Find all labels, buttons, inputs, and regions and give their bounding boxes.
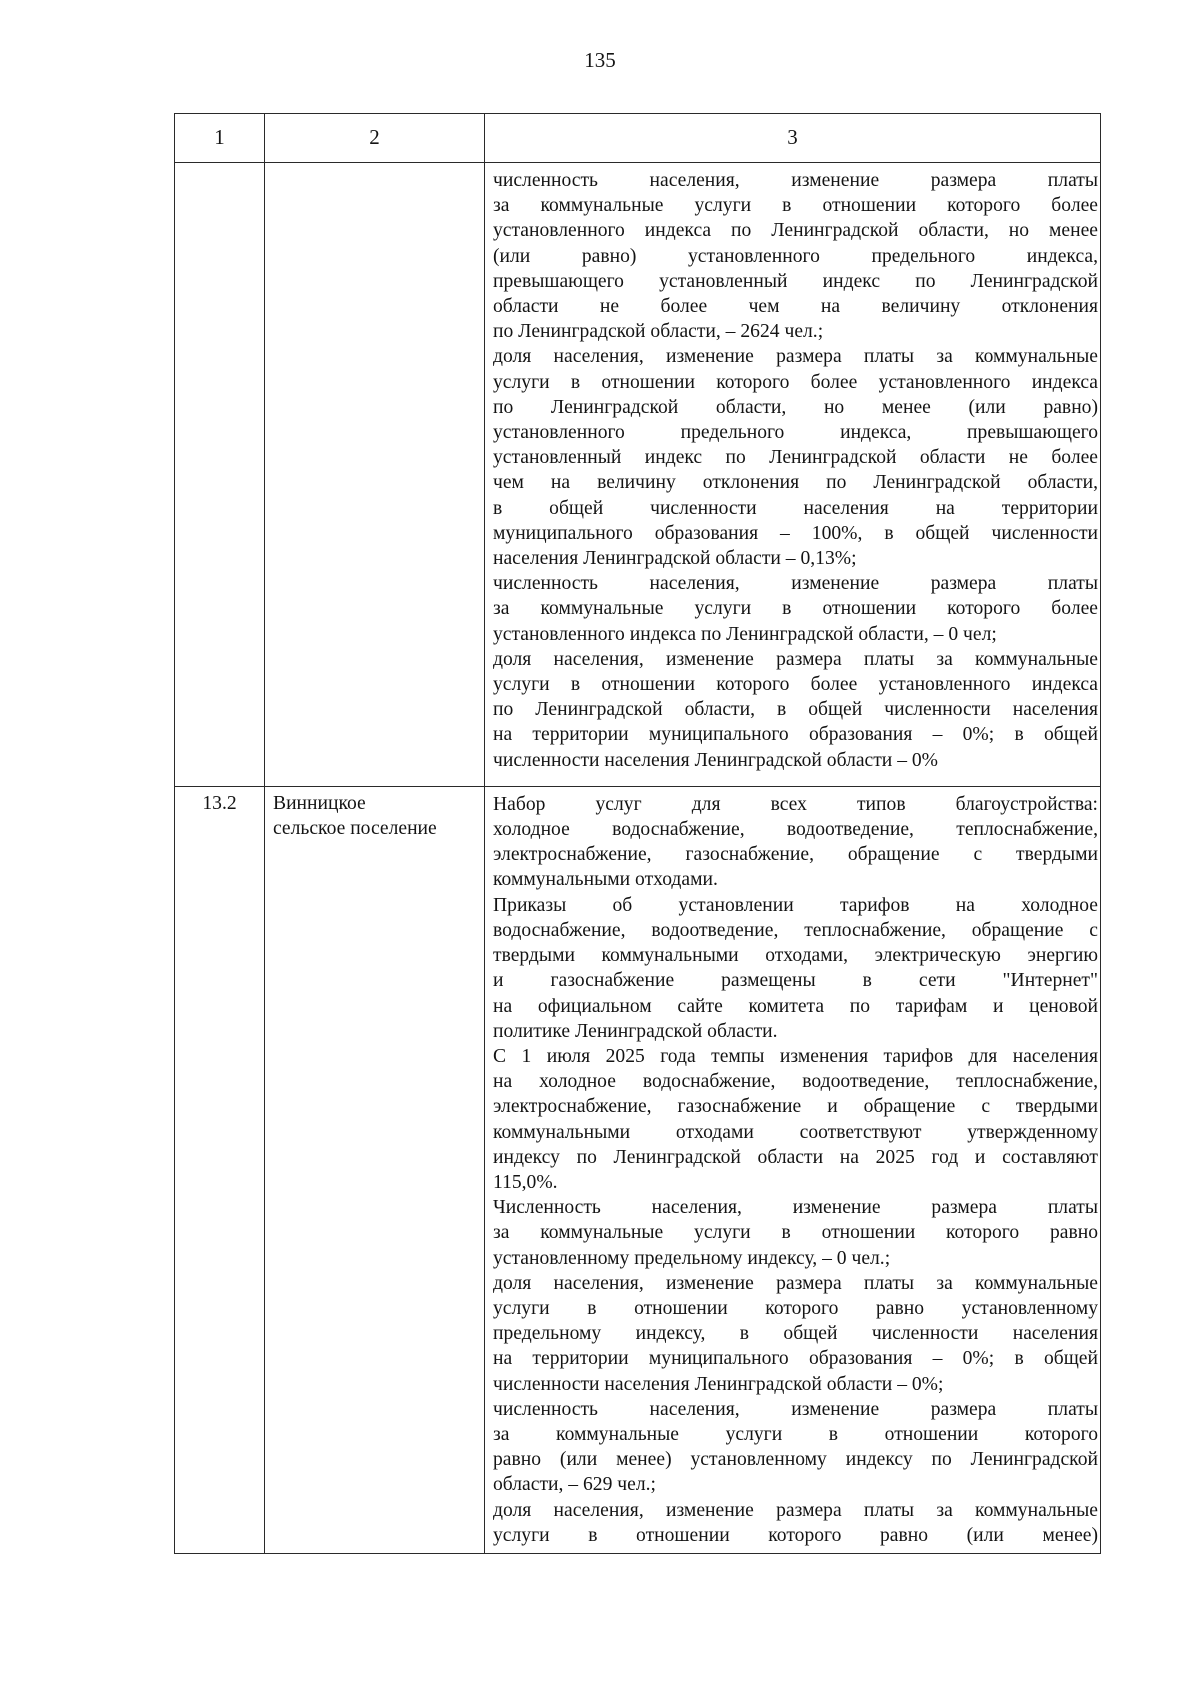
text-line: водоснабжение, водоотведение, теплоснабжение, обращение с <box>493 919 1098 941</box>
text-line: С 1 июля 2025 года темпы изменения тарифов для населения <box>493 1045 1098 1067</box>
text-line: по Ленинградской области, но менее (или равно) <box>493 396 1098 418</box>
text-line: за коммунальные услуги в отношении которого более <box>493 195 1098 217</box>
row-number-cell-empty <box>175 163 265 787</box>
text-line: (или равно) установленного предельного индекса, <box>493 245 1098 267</box>
text-line: численность населения, изменение размера платы <box>493 170 1098 191</box>
text-line: электроснабжение, газоснабжение, обращение с твердыми <box>493 844 1098 866</box>
text-line: установленного индекса по Ленинградской области, но менее <box>493 220 1098 242</box>
table-header-row <box>175 114 1101 163</box>
header-col-2: 2 <box>265 114 485 163</box>
text-line: доля населения, изменение размера платы за коммунальные <box>493 1499 1098 1521</box>
text-line: численности населения Ленинградской области – 0% <box>493 749 939 771</box>
page-number: 135 <box>584 48 616 72</box>
text-line: услуги в отношении которого равно установленному <box>493 1297 1098 1319</box>
table-row-continued <box>175 163 1101 787</box>
row-name-cell-empty <box>265 163 485 787</box>
row-name-cell <box>265 786 485 1553</box>
text-line: Набор услуг для всех типов благоустройства: <box>493 793 1098 815</box>
text-line: твердыми коммунальными отходами, электрическую энергию <box>493 945 1098 967</box>
text-line: Приказы об установлении тарифов на холодное <box>493 894 1098 916</box>
text-line: политике Ленинградской области. <box>493 1020 778 1042</box>
text-line: по Ленинградской области, в общей численности населения <box>493 699 1098 721</box>
settlement-name <box>265 787 484 841</box>
text-line: на холодное водоснабжение, водоотведение, теплоснабжение, <box>493 1071 1098 1093</box>
text-line: муниципального образования – 100%, в общей численности <box>493 522 1098 544</box>
text-line: за коммунальные услуги в отношении которого <box>493 1423 1098 1445</box>
text-line: услуги в отношении которого более установленного индекса <box>493 371 1098 393</box>
row-description-cell <box>485 163 1101 787</box>
text-line: индексу по Ленинградской области на 2025 год и составляют <box>493 1146 1098 1168</box>
settlement-name-line: сельское поселение <box>273 818 437 840</box>
text-line: предельному индексу, в общей численности населения <box>493 1323 1098 1345</box>
text-line: по Ленинградской области, – 2624 чел.; <box>493 321 824 343</box>
text-line: услуги в отношении которого равно (или менее) <box>493 1524 1098 1546</box>
text-line: на официальном сайте комитета по тарифам и ценовой <box>493 995 1098 1017</box>
text-line: на территории муниципального образования – 0%; в общей <box>493 724 1098 746</box>
text-line: коммунальными отходами соответствуют утвержденному <box>493 1121 1098 1143</box>
text-line: установленному предельному индексу, – 0 чел.; <box>493 1247 891 1269</box>
text-line: установленного индекса по Ленинградской области, – 0 чел; <box>493 623 997 645</box>
text-line: численность населения, изменение размера платы <box>493 573 1098 595</box>
text-line: равно (или менее) установленному индексу по Ленинградской <box>493 1449 1098 1471</box>
text-line: холодное водоснабжение, водоотведение, теплоснабжение, <box>493 819 1098 841</box>
text-line: в общей численности населения на территории <box>493 497 1098 519</box>
row-number-cell <box>175 786 265 1553</box>
header-col-3: 3 <box>485 114 1101 163</box>
text-line: 115,0%. <box>493 1171 558 1193</box>
text-line: установленного предельного индекса, превышающего <box>493 422 1098 444</box>
row-description-cell <box>485 786 1101 1553</box>
text-line: и газоснабжение размещены в сети "Интернет" <box>493 970 1098 992</box>
row-number: 13.2 <box>202 792 237 814</box>
text-line: за коммунальные услуги в отношении которого равно <box>493 1222 1098 1244</box>
text-line: чем на величину отклонения по Ленинградской области, <box>493 472 1098 494</box>
text-line: Численность населения, изменение размера платы <box>493 1197 1098 1219</box>
text-line: коммунальными отходами. <box>493 869 718 891</box>
text-line: электроснабжение, газоснабжение и обращение с твердыми <box>493 1096 1098 1118</box>
table-row-13-2 <box>175 786 1101 1553</box>
text-line: доля населения, изменение размера платы за коммунальные <box>493 648 1098 670</box>
text-line: области не более чем на величину отклонения <box>493 296 1098 318</box>
text-line: области, – 629 чел.; <box>493 1474 656 1496</box>
text-line: за коммунальные услуги в отношении которого более <box>493 598 1098 620</box>
document-table <box>174 113 1101 1554</box>
text-line: доля населения, изменение размера платы за коммунальные <box>493 346 1098 368</box>
text-line: численность населения, изменение размера платы <box>493 1398 1098 1420</box>
text-line: на территории муниципального образования – 0%; в общей <box>493 1348 1098 1370</box>
description-text <box>485 787 1100 1553</box>
text-line: превышающего установленный индекс по Ленинградской <box>493 270 1098 292</box>
text-line: доля населения, изменение размера платы за коммунальные <box>493 1272 1098 1294</box>
description-text <box>485 163 1100 778</box>
settlement-name-line: Винницкое <box>273 792 366 814</box>
text-line: населения Ленинградской области – 0,13%; <box>493 548 857 570</box>
text-line: услуги в отношении которого более установленного индекса <box>493 674 1098 696</box>
text-line: численности населения Ленинградской области – 0%; <box>493 1373 944 1395</box>
text-line: установленный индекс по Ленинградской области не более <box>493 447 1098 469</box>
header-col-1: 1 <box>175 114 265 163</box>
